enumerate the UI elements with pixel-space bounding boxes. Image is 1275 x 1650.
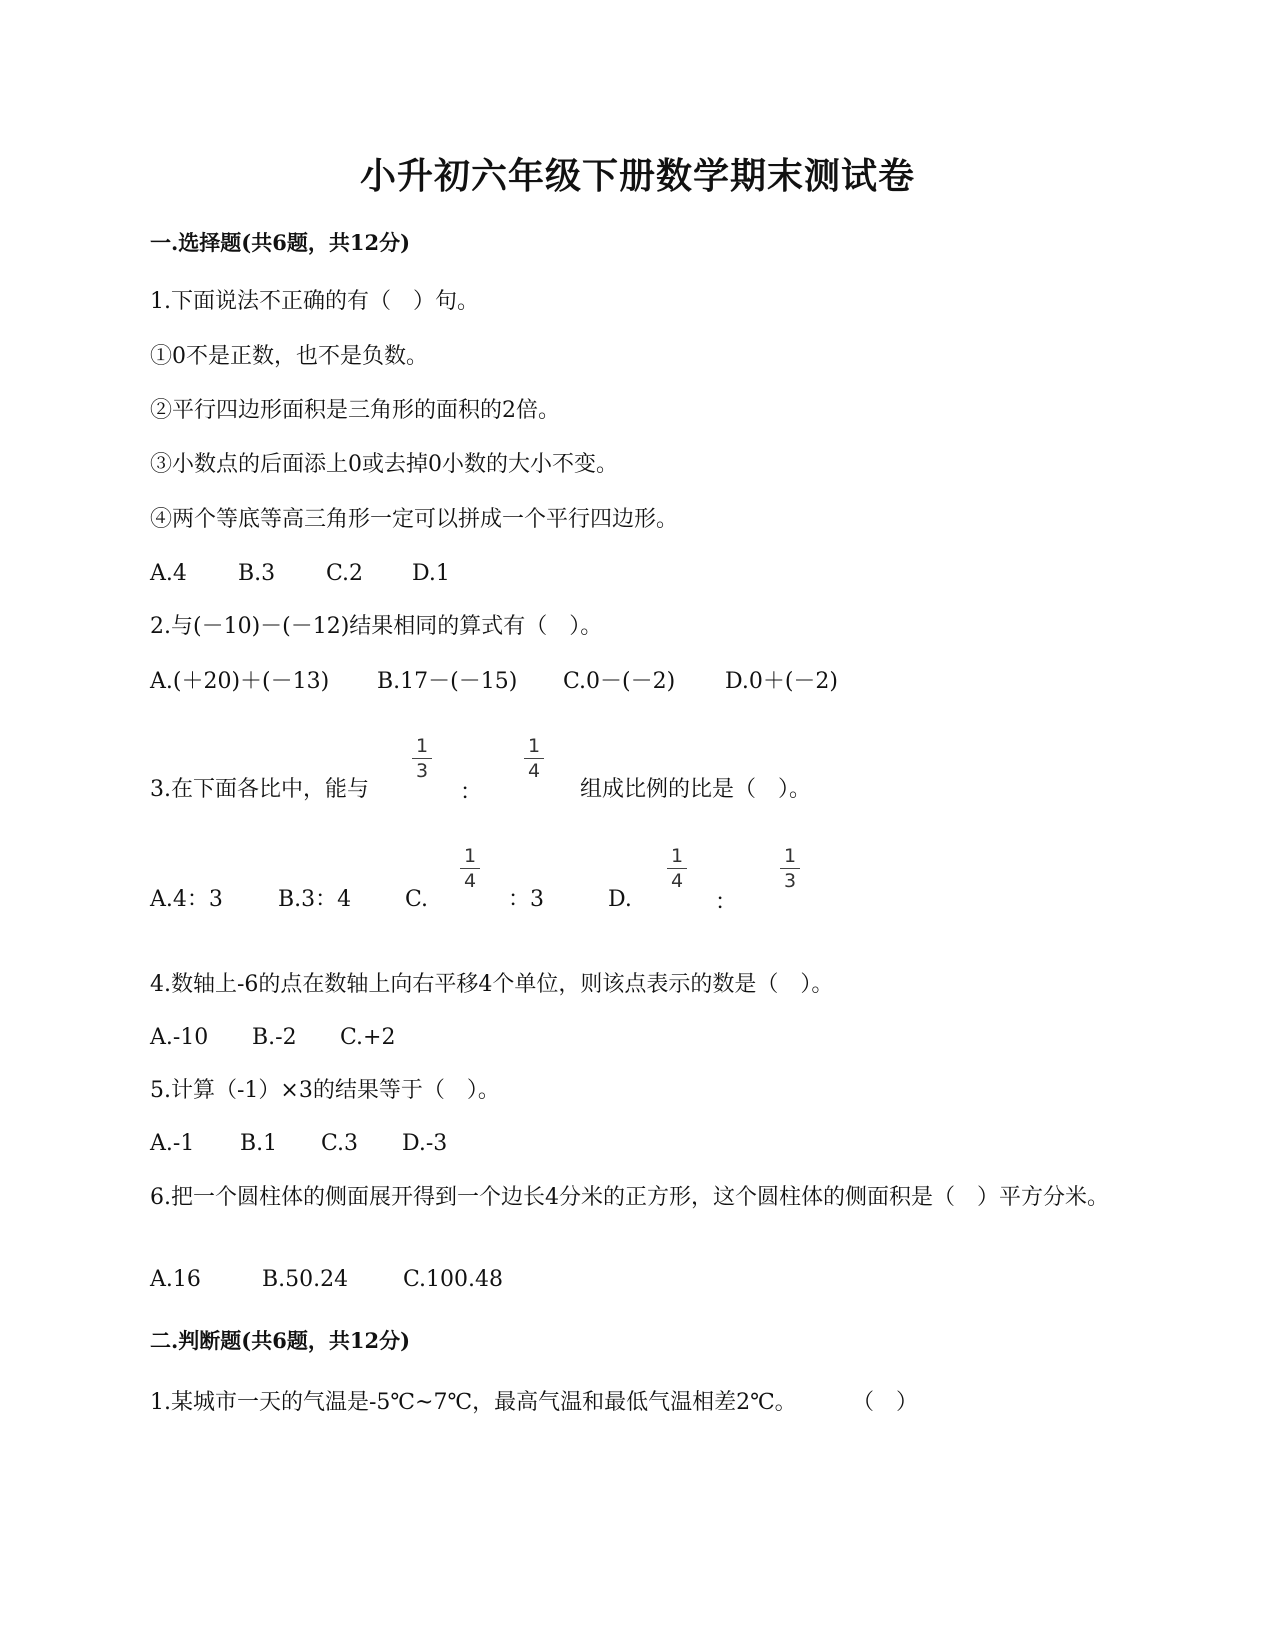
option-d: D.1 — [412, 561, 450, 586]
q3-option-c-label: C. — [405, 887, 429, 912]
option-b: B.-2 — [252, 1025, 297, 1050]
question-2-stem: 2.与(－10)－(－12)结果相同的算式有（ ）。 — [150, 614, 603, 639]
option-c: C.3 — [321, 1131, 359, 1156]
ratio-colon: ： — [460, 780, 483, 805]
option-b: B.3 — [238, 561, 276, 586]
q3-option-d-fraction-2: 1 3 — [778, 845, 802, 892]
option-c: C.0－(－2) — [563, 669, 676, 694]
fraction-one-third: 1 3 — [410, 735, 434, 782]
fraction-one-fourth: 1 4 — [522, 735, 546, 782]
question-1-statement-2: ②平行四边形面积是三角形的面积的2倍。 — [150, 398, 560, 423]
question-4-options — [150, 1023, 1150, 1053]
option-c: C.2 — [326, 561, 364, 586]
q3-option-c-rest: ：3 — [508, 887, 544, 912]
q3-option-d-label: D. — [608, 887, 632, 912]
option-d: D.-3 — [402, 1131, 448, 1156]
question-2-options — [150, 667, 1150, 697]
q3-option-c-fraction: 1 4 — [458, 845, 482, 892]
option-a: A.-10 — [150, 1025, 209, 1050]
option-a: A.-1 — [150, 1131, 195, 1156]
question-6-stem: 6.把一个圆柱体的侧面展开得到一个边长4分米的正方形，这个圆柱体的侧面积是（ ）平方分米。 — [150, 1185, 1109, 1210]
page-title: 小升初六年级下册数学期末测试卷 — [359, 155, 915, 197]
option-a: A.16 — [150, 1267, 201, 1292]
option-b: B.17－(－15) — [377, 669, 518, 694]
question-5-stem: 5.计算（-1）×3的结果等于（ ）。 — [150, 1078, 500, 1103]
option-c: C.+2 — [340, 1025, 396, 1050]
judgement-1-answer-blank: （ ） — [852, 1390, 919, 1415]
question-5-options — [150, 1129, 1150, 1159]
question-6-options — [150, 1265, 1150, 1295]
q3-option-d-fraction-1: 1 4 — [665, 845, 689, 892]
option-c: C.100.48 — [403, 1267, 504, 1292]
question-1-options — [150, 559, 1150, 589]
question-1-stem: 1.下面说法不正确的有（ ）句。 — [150, 289, 479, 314]
option-b: B.1 — [240, 1131, 278, 1156]
question-3-stem-suffix: 组成比例的比是（ ）。 — [580, 777, 812, 802]
section-heading-choice: 一.选择题(共6题，共12分) — [150, 230, 411, 255]
section-heading-judgement: 二.判断题(共6题，共12分) — [150, 1328, 411, 1353]
option-d: D.0＋(－2) — [725, 669, 839, 694]
question-1-statement-4: ④两个等底等高三角形一定可以拼成一个平行四边形。 — [150, 507, 679, 532]
question-1-statement-3: ③小数点的后面添上0或去掉0小数的大小不变。 — [150, 452, 618, 477]
option-a: A.(＋20)＋(－13) — [150, 669, 330, 694]
q3-option-a: A.4：3 — [150, 887, 223, 912]
judgement-1-stem: 1.某城市一天的气温是-5℃~7℃，最高气温和最低气温相差2℃。 — [150, 1390, 797, 1415]
question-1-statement-1: ①0不是正数，也不是负数。 — [150, 344, 428, 369]
q3-option-b: B.3：4 — [278, 887, 352, 912]
option-b: B.50.24 — [262, 1267, 349, 1292]
question-3-stem-prefix: 3.在下面各比中，能与 — [150, 777, 369, 802]
question-4-stem: 4.数轴上-6的点在数轴上向右平移4个单位，则该点表示的数是（ ）。 — [150, 972, 834, 997]
option-a: A.4 — [150, 561, 187, 586]
q3-option-d-colon: ： — [715, 890, 738, 915]
